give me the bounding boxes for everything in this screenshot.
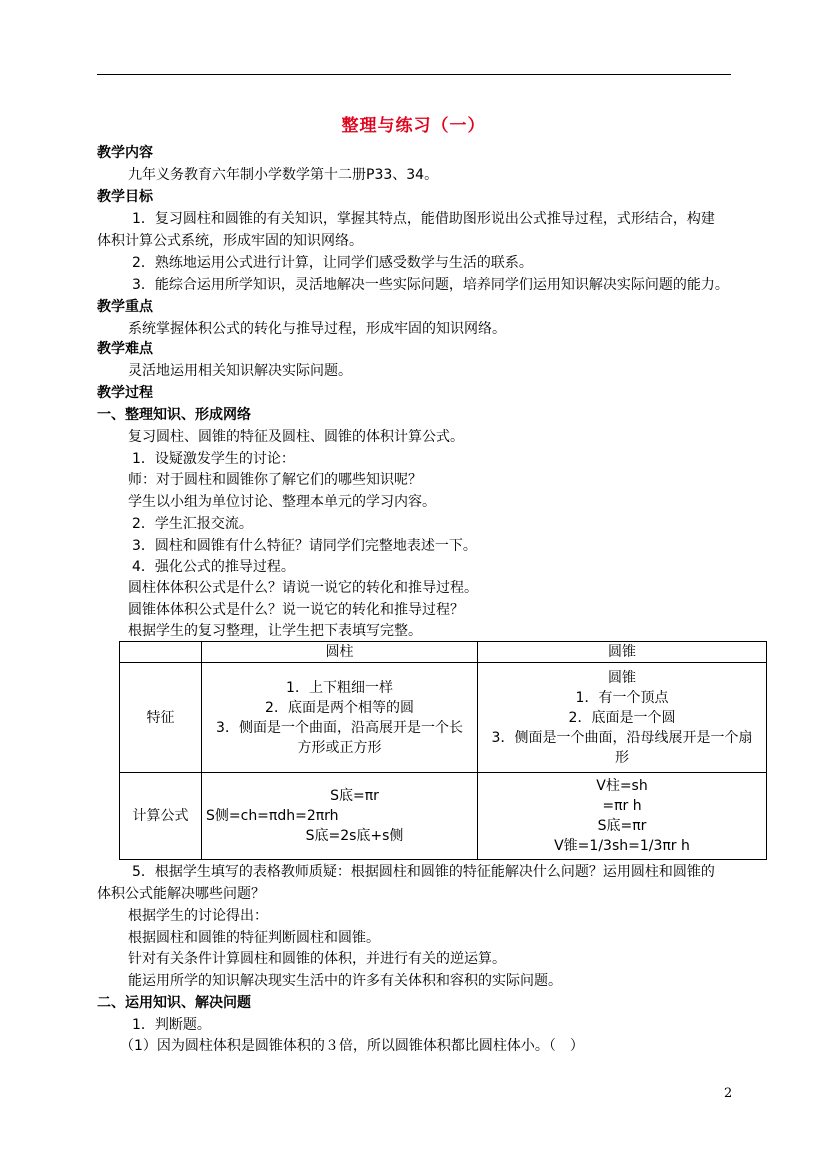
heading-process: 教学过程 (97, 385, 153, 401)
para-5: 2．学生汇报交流。 (132, 516, 253, 532)
cone-formula-line: V锥=1/3sh=1/3πr h (554, 838, 690, 854)
question-5b: 体积公式能解决哪些问题？ (97, 886, 265, 902)
para-3: 师：对于圆柱和圆锥你了解它们的哪些知识呢？ (128, 472, 422, 488)
cone-formulas (478, 773, 767, 860)
cone-feature-line: 2．底面是一个圆 (568, 709, 676, 726)
cone-formula-line: S底=πr (597, 818, 647, 834)
cone-features (478, 663, 767, 773)
heading-key: 教学重点 (97, 299, 153, 315)
heading-part1: 一、整理知识、形成网络 (97, 407, 251, 423)
table-row-formulas (120, 773, 767, 860)
key-text: 系统掌握体积公式的转化与推导过程，形成牢固的知识网络。 (128, 321, 506, 337)
table-header-cell (120, 642, 202, 663)
result-2: 根据圆柱和圆锥的特征判断圆柱和圆锥。 (128, 930, 380, 946)
comparison-table (119, 641, 767, 860)
result-4: 能运用所学的知识解决现实生活中的许多有关体积和容积的实际问题。 (128, 973, 562, 989)
para-1: 复习圆柱、圆锥的特征及圆柱、圆锥的体积计算公式。 (128, 429, 464, 445)
para-2: 1．设疑激发学生的讨论： (132, 451, 295, 467)
cylinder-formulas (202, 773, 478, 860)
cylinder-feature-line: 1．上下粗细一样 (286, 679, 393, 696)
goal-2: 2．熟练地运用公式进行计算，让同学们感受数学与生活的联系。 (132, 255, 533, 271)
row-label-features: 特征 (120, 663, 202, 773)
page-title: 整理与练习（一） (341, 116, 486, 136)
cylinder-feature-line: 方形或正方形 (297, 739, 382, 756)
cylinder-feature-line: 2．底面是两个相等的圆 (265, 699, 414, 716)
para-10: 根据学生的复习整理，让学生把下表填写完整。 (128, 623, 422, 639)
cylinder-formula-line: S底=2s底+s侧 (305, 828, 404, 844)
para-4: 学生以小组为单位讨论、整理本单元的学习内容。 (128, 494, 436, 510)
cone-feature-line: 圆锥 (608, 669, 636, 686)
cone-feature-line: 1．有一个顶点 (575, 689, 669, 706)
goal-3: 3．能综合运用所学知识，灵活地解决一些实际问题，培养同学们运用知识解决实际问题的能力。 (132, 277, 729, 293)
heading-goal: 教学目标 (97, 189, 153, 205)
para-6: 3．圆柱和圆锥有什么特征？请同学们完整地表述一下。 (132, 538, 477, 554)
page-number: 2 (724, 1086, 733, 1101)
cylinder-formula-line: S底=πr (330, 788, 379, 804)
cone-feature-line: 形 (615, 749, 629, 766)
cylinder-features (202, 663, 478, 773)
difficulty-text: 灵活地运用相关知识解决实际问题。 (128, 363, 352, 379)
table-header-cylinder: 圆柱 (202, 642, 478, 663)
cone-formula-line: V柱=sh (596, 778, 648, 794)
table-header-cone: 圆锥 (478, 642, 767, 663)
table-header-row (120, 642, 767, 663)
para-8: 圆柱体体积公式是什么？请说一说它的转化和推导过程。 (128, 580, 478, 596)
heading-part2: 二、运用知识、解决问题 (97, 995, 251, 1011)
header-rule (97, 74, 731, 75)
heading-content: 教学内容 (97, 145, 153, 161)
goal-1a: 1．复习圆柱和圆锥的有关知识，掌握其特点，能借助图形说出公式推导过程，式形结合，构建 (132, 211, 715, 227)
row-label-formulas: 计算公式 (120, 773, 202, 860)
result-1: 根据学生的讨论得出： (128, 908, 268, 924)
cylinder-feature-line: 3．侧面是一个曲面，沿高展开是一个长 (216, 719, 463, 736)
cylinder-formula-line: S侧=ch=πdh=2πrh (206, 808, 339, 824)
cone-formula-line: =πr h (602, 798, 642, 814)
result-3: 针对有关条件计算圆柱和圆锥的体积，并进行有关的逆运算。 (128, 951, 506, 967)
judge-question-1: （1）因为圆柱体积是圆锥体积的３倍，所以圆锥体积都比圆柱体小。（ ） (120, 1038, 584, 1054)
question-5a: 5．根据学生填写的表格教师质疑：根据圆柱和圆锥的特征能解决什么问题？运用圆柱和圆锥的 (132, 864, 715, 880)
para-9: 圆锥体体积公式是什么？说一说它的转化和推导过程？ (128, 602, 464, 618)
judge-heading: 1．判断题。 (132, 1017, 211, 1033)
table-row-features (120, 663, 767, 773)
cone-feature-line: 3．侧面是一个曲面，沿母线展开是一个扇 (491, 729, 753, 746)
goal-1b: 体积计算公式系统，形成牢固的知识网络。 (97, 233, 363, 249)
heading-difficulty: 教学难点 (97, 341, 153, 357)
content-text: 九年义务教育六年制小学数学第十二册P33、34。 (128, 167, 439, 183)
para-7: 4．强化公式的推导过程。 (132, 559, 295, 575)
